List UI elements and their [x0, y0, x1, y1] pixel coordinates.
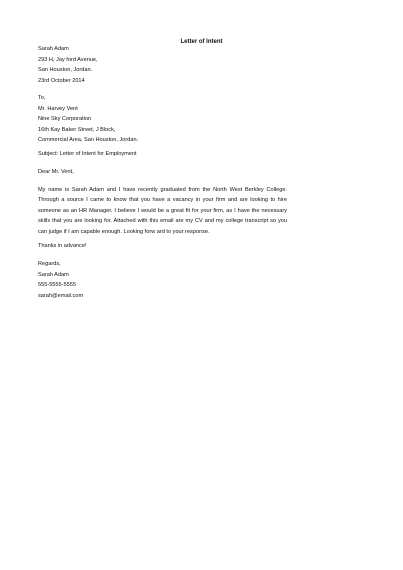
- recipient-company: Nine Sky Corporation: [38, 116, 92, 122]
- thanks-text: Thanks in advance!: [38, 243, 87, 249]
- recipient-name: Mr. Harvey Vent: [38, 105, 78, 112]
- thanks-line: [38, 241, 288, 252]
- salutation-text: Dear Mr. Vent,: [38, 169, 74, 175]
- letter-body: My name is Sarah Adam and I have recently graduated from the North West Berkley College. Through a source I came to know that you have a vacancy in your firm and are looking to hire someone as an HR Manager. I believe I would be a great fit for your firm, as I have the necessary skills that you are looking for. Attached with this email are my CV and my college transcript so you can judge if I am capable enough. Looking forw ard to your response.: [38, 187, 287, 235]
- recipient-to: To,: [38, 95, 46, 101]
- subject-line: [38, 149, 288, 160]
- letter-date: 23rd October 2014: [38, 77, 85, 84]
- closing-name: Sarah Adam: [38, 271, 69, 278]
- recipient-block: [38, 93, 288, 146]
- closing-email: sarah@email.com: [38, 292, 84, 299]
- sender-address-line2: San Houston, Jordan.: [38, 67, 93, 73]
- letter-title: Letter of Intent: [180, 39, 223, 45]
- salutation-line: [38, 167, 288, 178]
- recipient-address-line1: 16th Kay Baker Street, J Block,: [38, 126, 116, 133]
- closing-phone: 555-5555-5555: [38, 282, 76, 288]
- closing-regards: Regards,: [38, 261, 61, 267]
- sender-block: [38, 44, 288, 86]
- subject-text: Subject: Letter of Intent for Employment: [38, 151, 137, 157]
- recipient-address-line2: Commercial Area, San Houston, Jordan.: [38, 137, 139, 143]
- closing-block: [38, 259, 288, 301]
- sender-name: Sarah Adam: [38, 46, 69, 52]
- sender-address-line1: 293 H, Jay ford Avenue,: [38, 56, 98, 63]
